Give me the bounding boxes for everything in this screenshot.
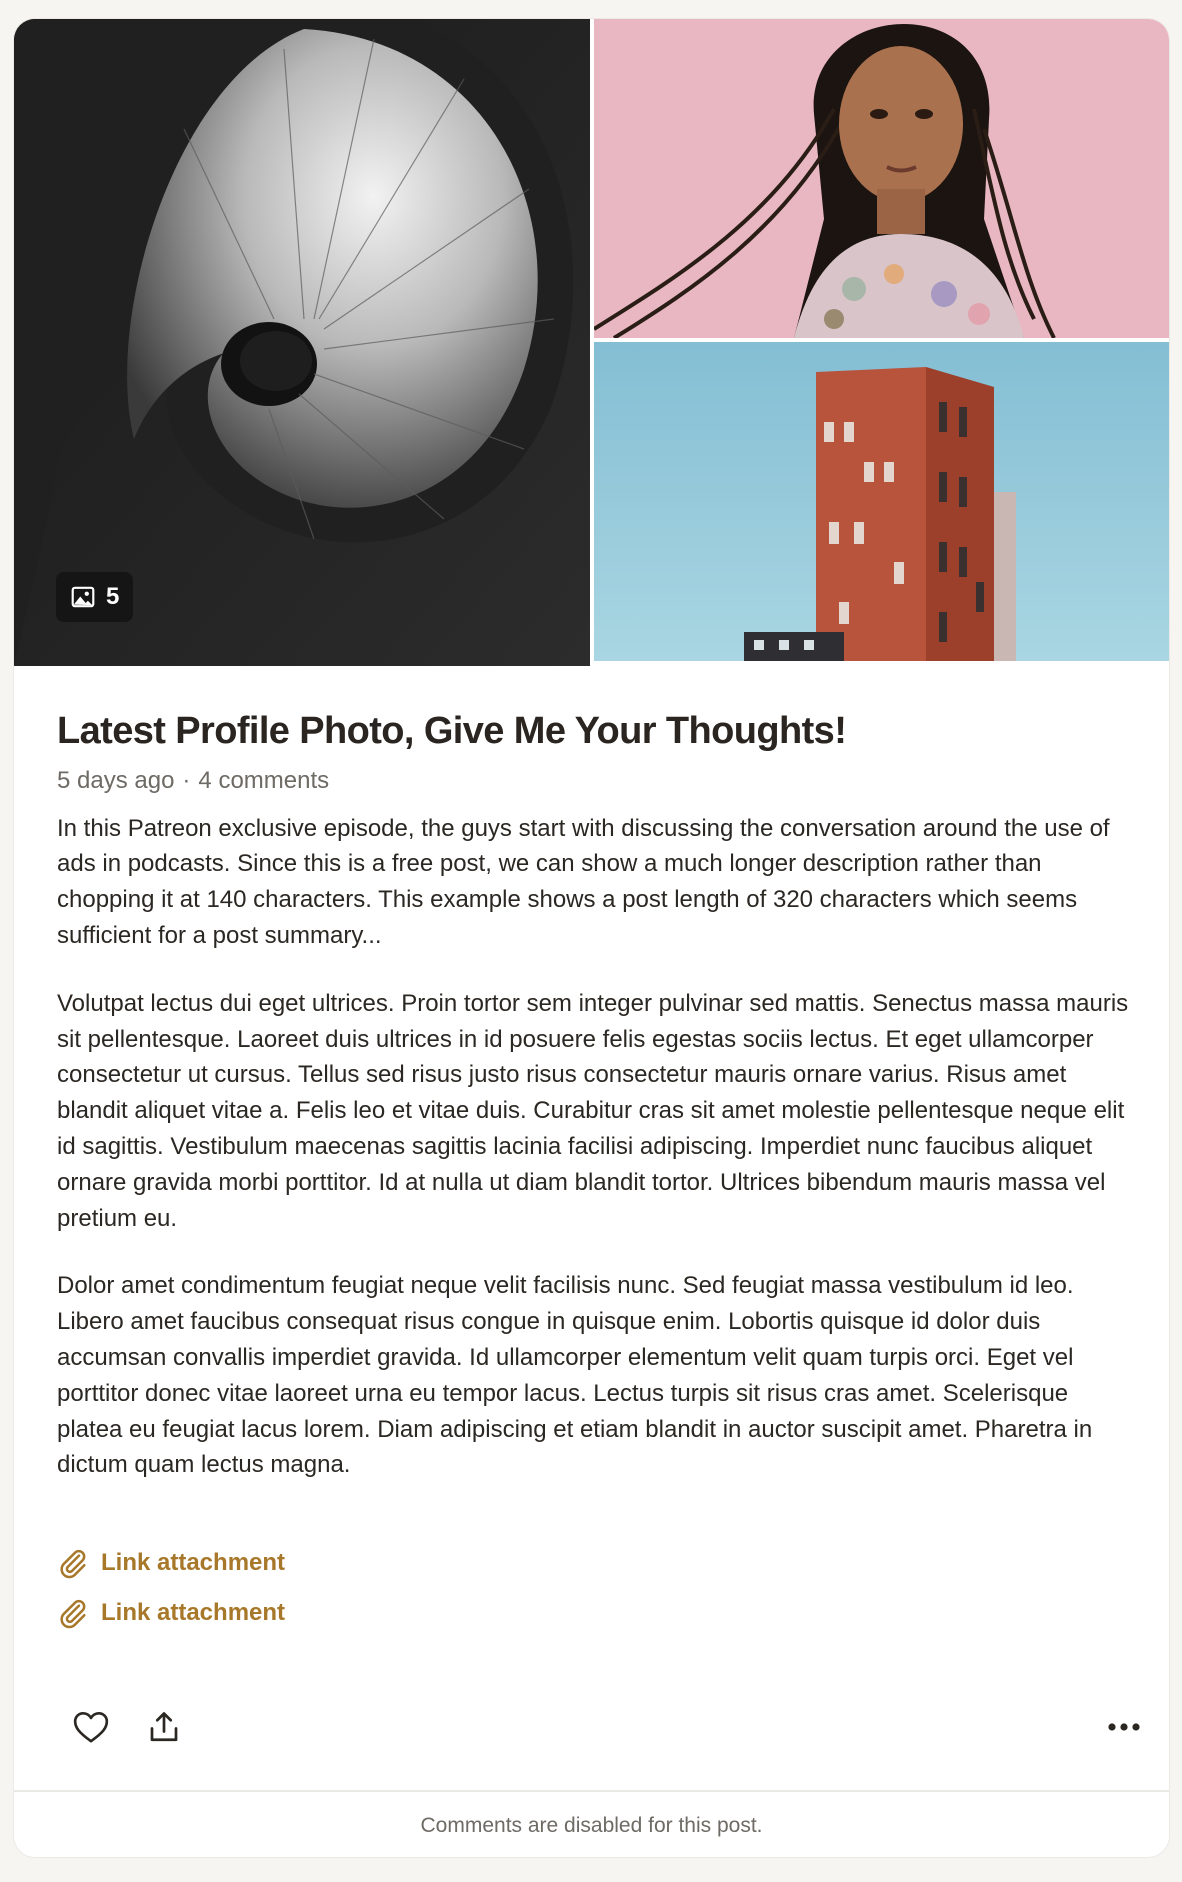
post-paragraph: Dolor amet condimentum feugiat neque velit facilisis nunc. Sed feugiat massa vestibulum id leo. Libero amet faucibus consequat risus congue in quisque enim. Lobortis quisque id dolor duis accumsan convallis imperdiet gravida. Id ullamcorper elementum velit quam turpis orci. Eget vel porttitor donec vitae laoreet urna eu tempor lacus. Lectus turpis sit risus cras amet. Scelerisque platea eu feugiat lacus lorem. Diam adipiscing et etiam blandit in auctor suscipit amet. Pharetra in dictum quam lectus magna. bbox=[57, 1272, 1093, 1479]
heart-icon bbox=[71, 1707, 111, 1747]
post-content bbox=[57, 709, 1137, 1515]
comments-disabled-note: Comments are disabled for this post. bbox=[420, 1813, 763, 1837]
attachment-label: Link attachment bbox=[101, 1549, 286, 1576]
post-meta bbox=[57, 767, 1137, 795]
paperclip-icon bbox=[57, 1597, 89, 1629]
post-time[interactable]: 5 days ago bbox=[57, 766, 175, 794]
image-count: 5 bbox=[106, 583, 120, 610]
post-card bbox=[13, 18, 1170, 1858]
post-paragraph: Volutpat lectus dui eget ultrices. Proin tortor sem integer pulvinar sed mattis. Senectus massa mauris sit pellentesque. Laoreet duis ultrices in id posuere felis egestas sociis lectus. Et eget ullamcorper consectetur ut cursus. Tellus sed risus justo risus consectetur mauris ornare varius. Risus amet blandit aliquet vitae a. Felis leo et vitae duis. Curabitur cras sit amet molestie pellentesque neque elit id sagittis. Vestibulum maecenas sagittis lacinia facilisi adipiscing. Imperdiet nunc faucibus aliquet ornare gravida morbi porttitor. Id at nulla ut diam blandit tortor. Ultrices bibendum mauris massa vel pretium eu. bbox=[57, 989, 1129, 1232]
post-body bbox=[57, 811, 1137, 1484]
post-paragraph: In this Patreon exclusive episode, the guys start with discussing the conversation around the use of ads in podcasts. Since this is a free post, we can show a much longer description rather than chopping it at 140 characters. This example shows a post length of 320 characters which seems sufficient for a post summary... bbox=[57, 814, 1110, 949]
like-button[interactable] bbox=[66, 1702, 116, 1752]
image-count-badge bbox=[56, 572, 133, 622]
comment-count[interactable]: 4 comments bbox=[198, 766, 330, 794]
post-title[interactable]: Latest Profile Photo, Give Me Your Thoughts! bbox=[57, 710, 847, 752]
attachment-label: Link attachment bbox=[101, 1599, 286, 1626]
link-attachment[interactable] bbox=[57, 1593, 285, 1633]
meta-separator: · bbox=[182, 766, 191, 794]
share-button[interactable] bbox=[139, 1702, 189, 1752]
post-actions bbox=[57, 1702, 1137, 1752]
spiral-staircase-photo[interactable] bbox=[14, 19, 590, 666]
more-icon bbox=[1107, 1722, 1141, 1732]
woman-braids-pink-background-photo[interactable] bbox=[594, 19, 1170, 338]
red-brick-tower-sky-photo[interactable] bbox=[594, 342, 1170, 661]
link-attachment[interactable] bbox=[57, 1543, 285, 1583]
image-gallery[interactable] bbox=[14, 19, 1170, 666]
share-icon bbox=[146, 1709, 182, 1745]
more-options-button[interactable] bbox=[1099, 1702, 1149, 1752]
image-icon bbox=[70, 584, 96, 610]
attachment-list bbox=[57, 1543, 285, 1643]
paperclip-icon bbox=[57, 1547, 89, 1579]
